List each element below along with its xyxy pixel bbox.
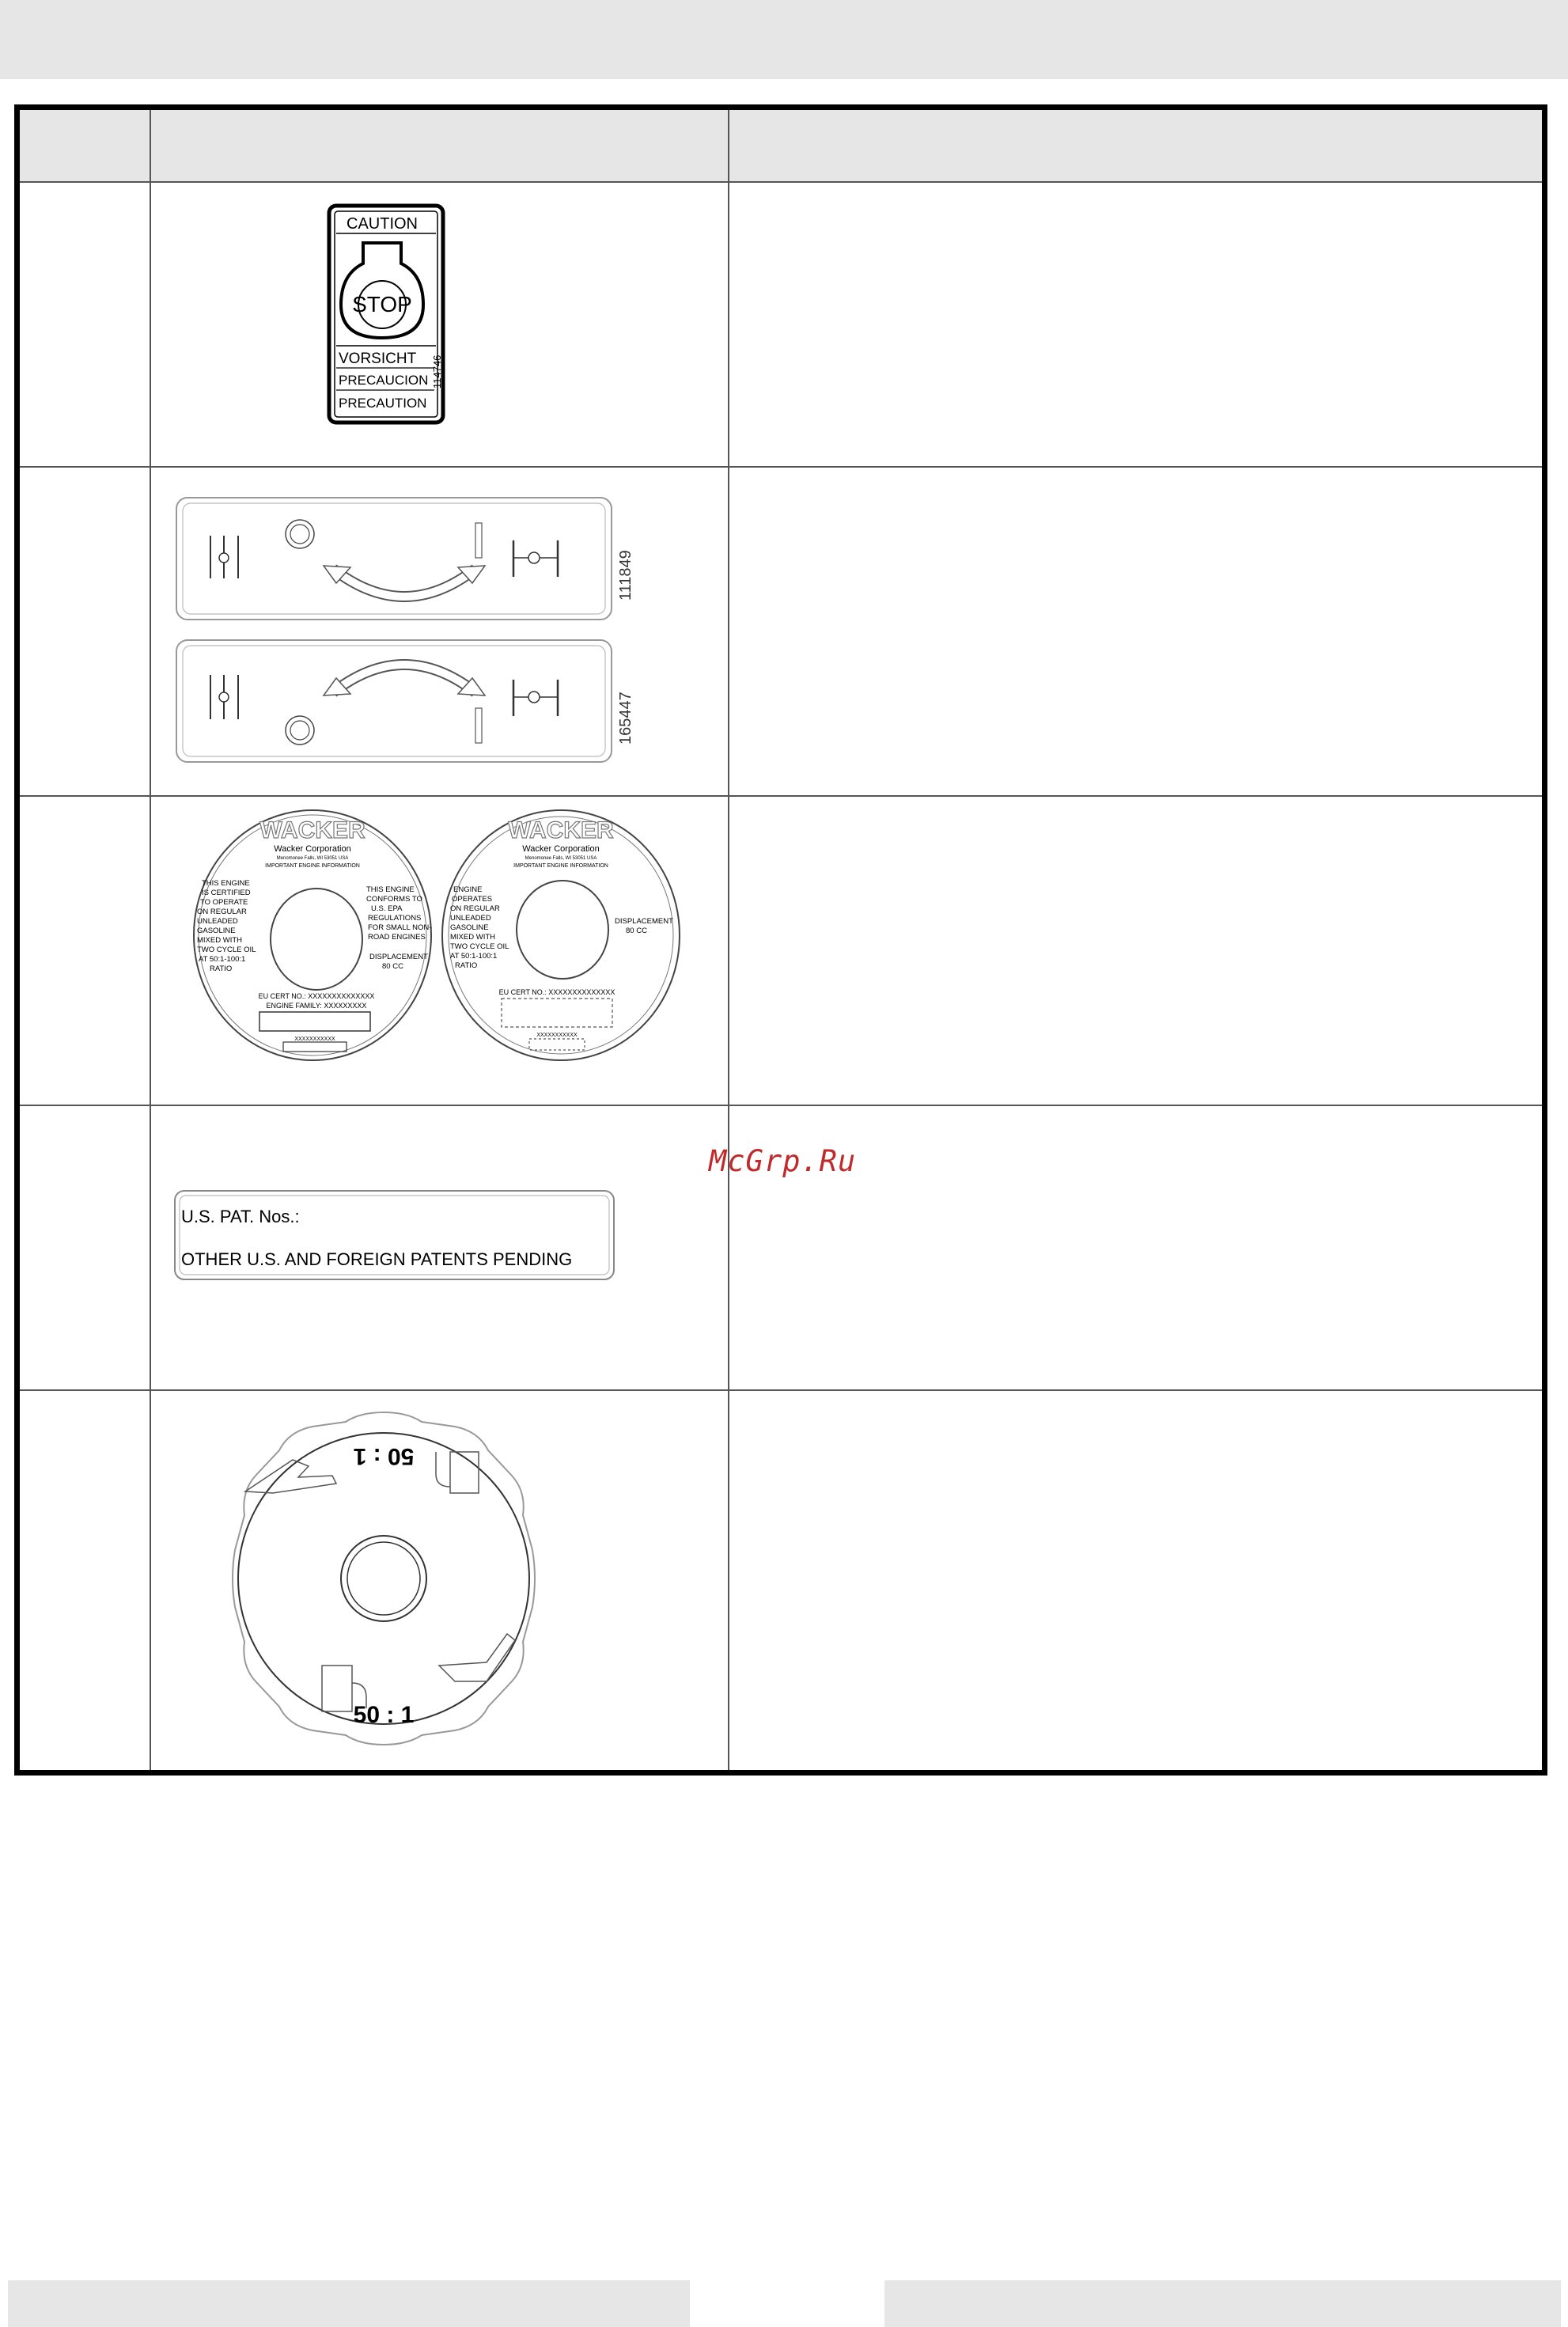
emission-left-right-5: FOR SMALL NON- bbox=[368, 923, 432, 932]
patent-decal bbox=[173, 1189, 616, 1287]
emission-right-text-8: AT 50:1-100:1 bbox=[450, 952, 498, 961]
emission-left-disp-2: 80 CC bbox=[382, 962, 403, 971]
emission-right-text-7: TWO CYCLE OIL bbox=[450, 942, 509, 951]
column-divider bbox=[150, 110, 151, 1770]
label-table bbox=[14, 104, 1547, 1776]
emission-left-text-6: GASOLINE bbox=[197, 927, 236, 935]
emission-decal-left bbox=[178, 805, 447, 1066]
emission-left-right-3: U.S. EPA bbox=[371, 904, 403, 913]
emission-left-text-2: IS CERTIFIED bbox=[202, 889, 251, 897]
emission-left-disp-1: DISPLACEMENT bbox=[369, 953, 428, 961]
row-divider bbox=[20, 466, 1542, 468]
throttle-lower-part-number: 165447 bbox=[617, 692, 634, 745]
emission-decal-right bbox=[426, 805, 695, 1066]
emission-right-brand: WACKER bbox=[508, 817, 614, 843]
fuel-ratio-top: 50 : 1 bbox=[353, 1443, 415, 1469]
throttle-decals bbox=[175, 490, 650, 775]
patent-line-2: OTHER U.S. AND FOREIGN PATENTS PENDING bbox=[181, 1249, 573, 1269]
emission-left-text-10: RATIO bbox=[210, 965, 233, 973]
emission-left-right-2: CONFORMS TO bbox=[366, 895, 422, 904]
emission-left-text-8: TWO CYCLE OIL bbox=[197, 946, 256, 954]
page-header-band bbox=[0, 0, 1568, 79]
row-divider bbox=[20, 1389, 1542, 1391]
emission-right-disp-2: 80 CC bbox=[626, 927, 647, 935]
footer-band-right bbox=[884, 2280, 1561, 2327]
emission-left-brand: WACKER bbox=[259, 817, 365, 843]
emission-left-text-1: THIS ENGINE bbox=[202, 879, 250, 888]
emission-right-heading: IMPORTANT ENGINE INFORMATION bbox=[513, 863, 608, 869]
emission-right-text-3: ON REGULAR bbox=[450, 904, 500, 913]
fuel-cap-decal bbox=[225, 1404, 542, 1753]
emission-right-text-1: ENGINE bbox=[453, 885, 483, 894]
emission-left-company: Wacker Corporation bbox=[274, 844, 351, 854]
emission-right-text-4: UNLEADED bbox=[450, 914, 491, 923]
caution-title: CAUTION bbox=[347, 215, 418, 233]
emission-left-right-6: ROAD ENGINES bbox=[368, 933, 426, 942]
emission-left-right-1: THIS ENGINE bbox=[366, 885, 415, 894]
row-divider bbox=[20, 1105, 1542, 1106]
emission-left-cert: EU CERT NO.: XXXXXXXXXXXXXX bbox=[258, 992, 375, 1000]
emission-right-barcode: XXXXXXXXXXX bbox=[536, 1033, 578, 1038]
throttle-upper-part-number: 111849 bbox=[617, 550, 634, 601]
emission-right-text-9: RATIO bbox=[455, 961, 478, 970]
caution-part-number: 114746 bbox=[431, 354, 443, 388]
caution-line-3: PRECAUTION bbox=[339, 396, 427, 411]
emission-left-barcode: XXXXXXXXXXX bbox=[294, 1037, 335, 1042]
emission-right-address: Menomonee Falls, WI 53051 USA bbox=[525, 856, 597, 861]
emission-left-heading: IMPORTANT ENGINE INFORMATION bbox=[265, 863, 360, 869]
emission-right-cert: EU CERT NO.: XXXXXXXXXXXXXX bbox=[498, 988, 615, 996]
caution-decal bbox=[327, 203, 445, 425]
emission-left-text-5: UNLEADED bbox=[197, 917, 238, 926]
caution-line-1: VORSICHT bbox=[339, 351, 417, 367]
watermark: McGrp.Ru bbox=[709, 1144, 857, 1178]
column-divider bbox=[728, 110, 729, 1770]
emission-right-text-5: GASOLINE bbox=[450, 923, 489, 932]
throttle-decal-upper bbox=[176, 498, 634, 620]
patent-line-1: U.S. PAT. Nos.: bbox=[181, 1207, 300, 1226]
fuel-ratio-bottom: 50 : 1 bbox=[353, 1702, 415, 1728]
caution-line-2: PRECAUCION bbox=[339, 373, 429, 388]
emission-left-address: Menomonee Falls, WI 53051 USA bbox=[276, 856, 349, 861]
emission-right-text-2: OPERATES bbox=[452, 895, 493, 904]
emission-right-company: Wacker Corporation bbox=[522, 844, 600, 854]
table-header-row bbox=[20, 110, 1542, 183]
row-divider bbox=[20, 795, 1542, 797]
stop-text: STOP bbox=[352, 292, 412, 316]
emission-right-disp-1: DISPLACEMENT bbox=[615, 917, 673, 926]
footer-band-left bbox=[8, 2280, 690, 2327]
emission-left-text-4: ON REGULAR bbox=[197, 908, 247, 916]
emission-left-family: ENGINE FAMILY: XXXXXXXXX bbox=[266, 1002, 367, 1010]
emission-right-text-6: MIXED WITH bbox=[450, 933, 495, 942]
emission-left-right-4: REGULATIONS bbox=[368, 914, 422, 923]
emission-left-text-9: AT 50:1-100:1 bbox=[199, 955, 246, 964]
throttle-decal-lower bbox=[176, 640, 634, 762]
emission-left-text-3: TO OPERATE bbox=[200, 898, 248, 907]
emission-left-text-7: MIXED WITH bbox=[197, 936, 242, 945]
